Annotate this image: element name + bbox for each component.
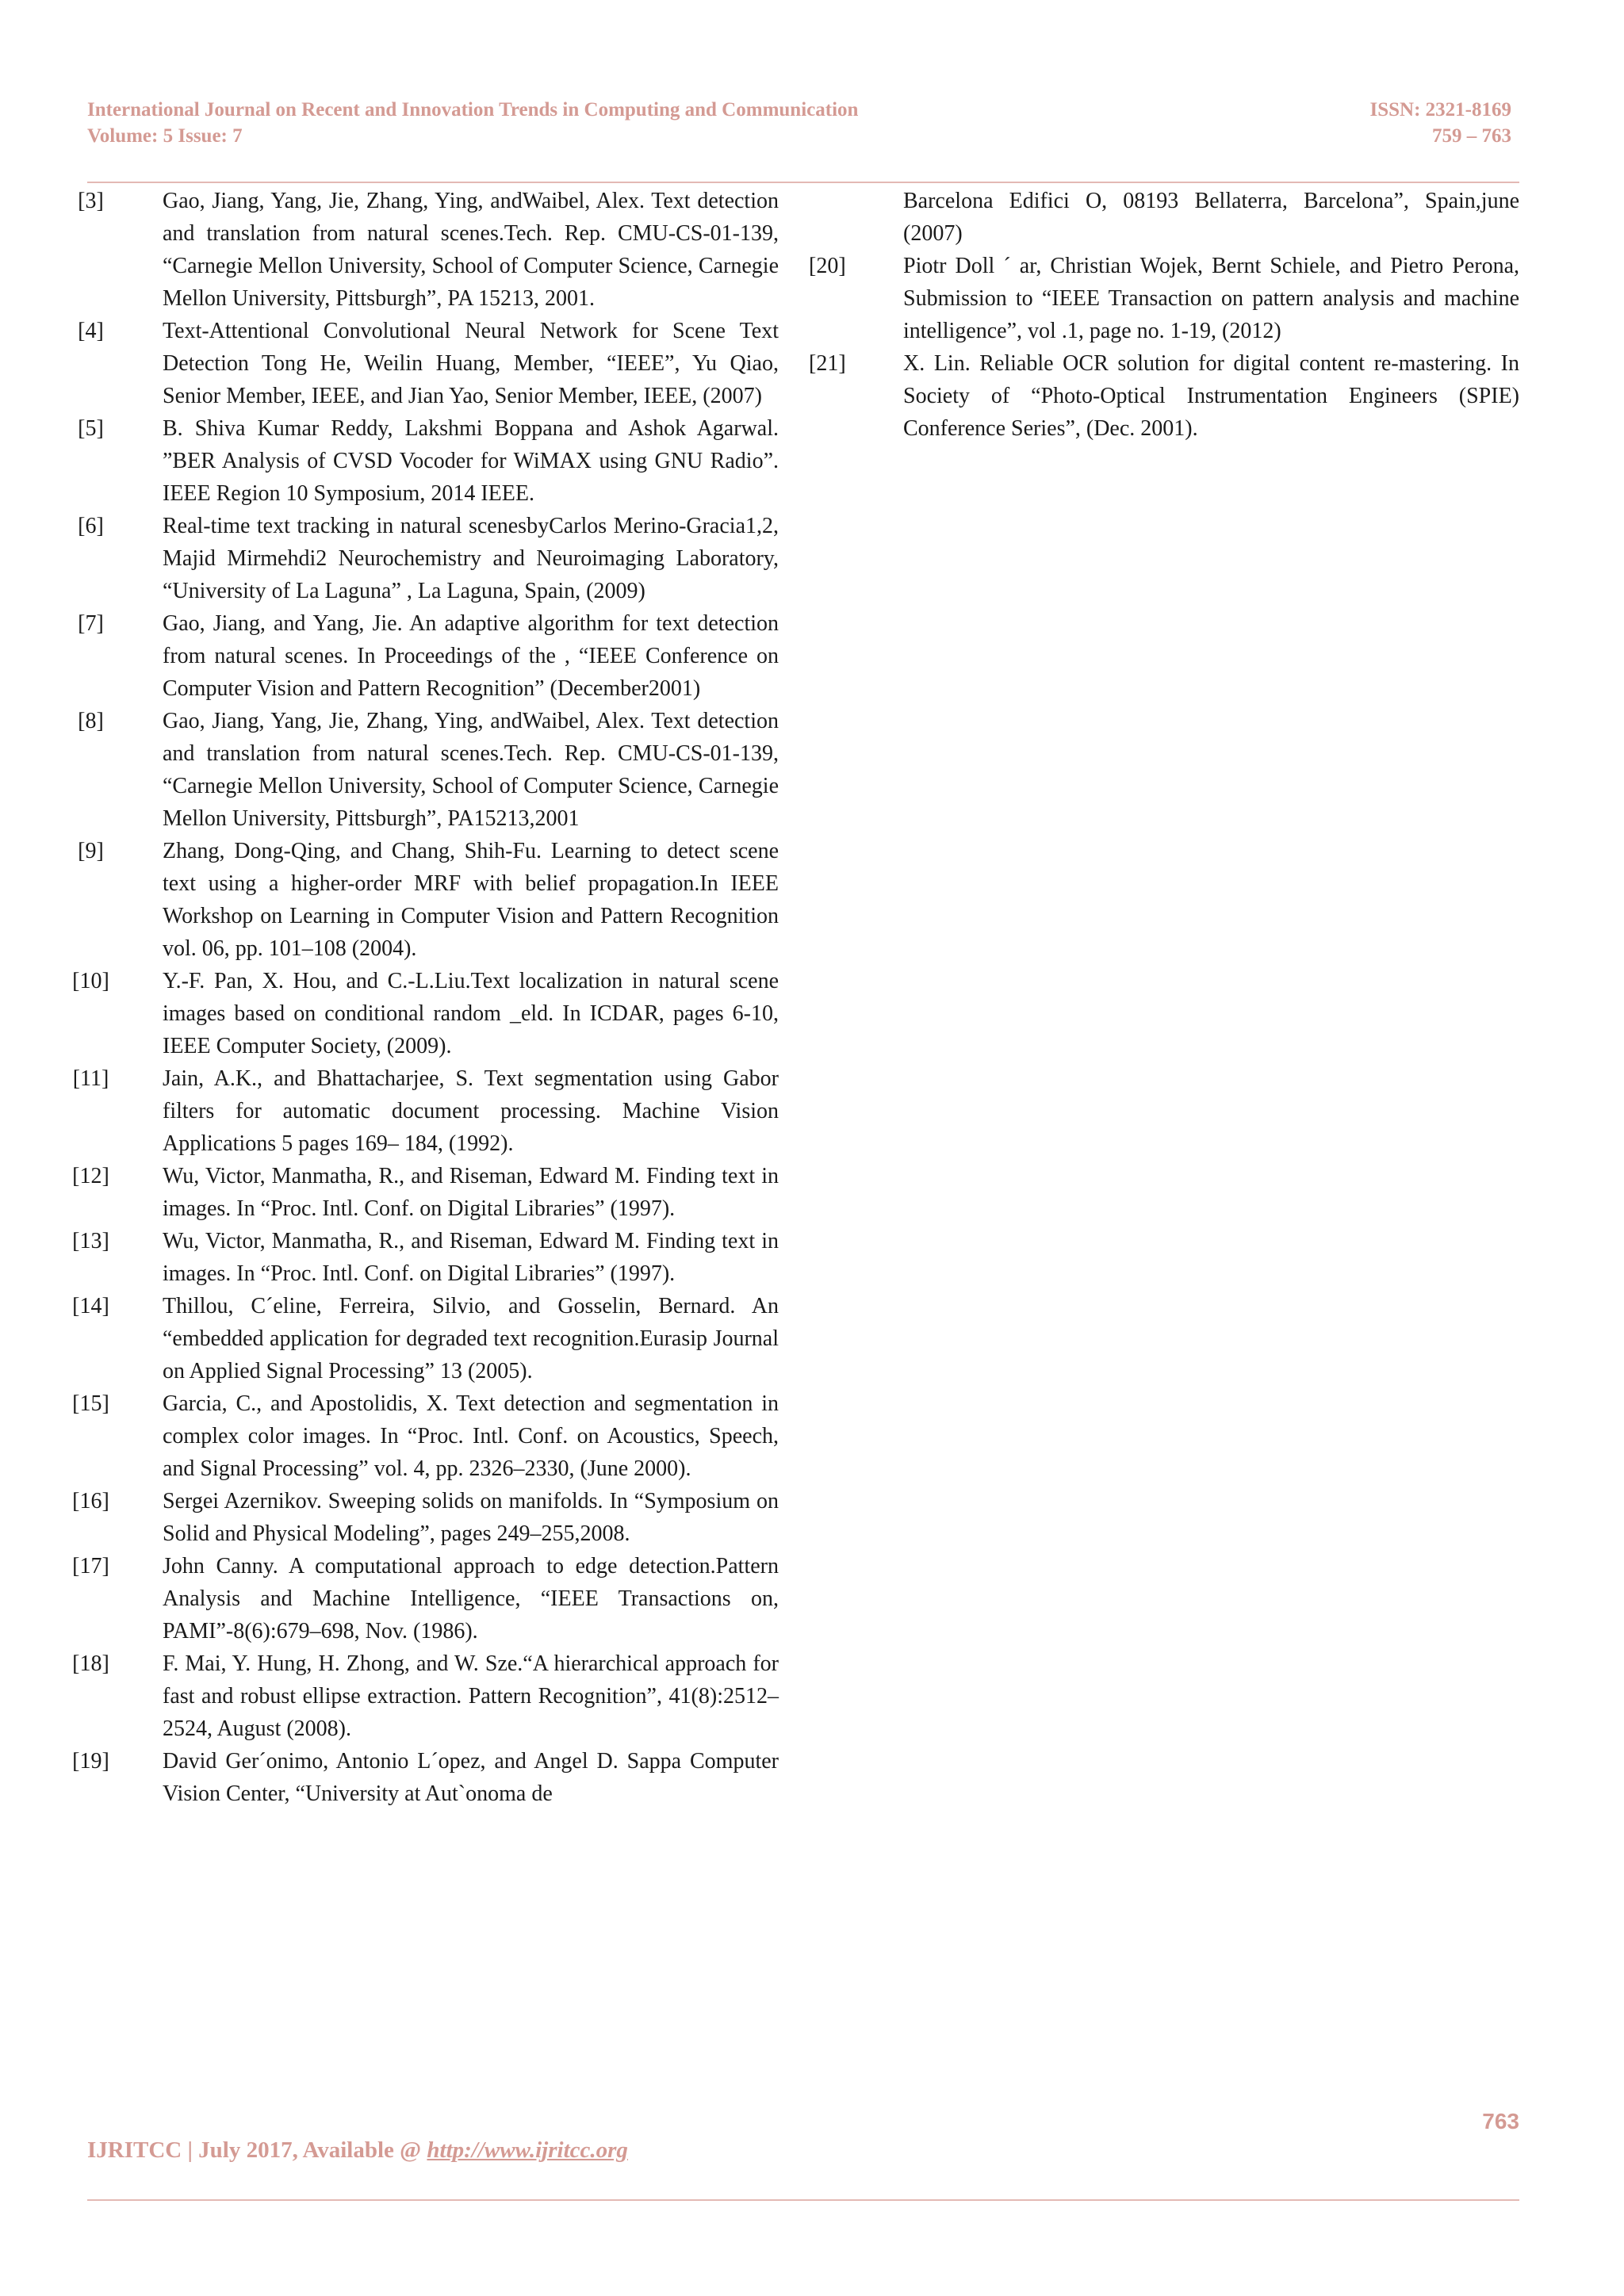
reference-item: [68, 1225, 779, 1290]
volume-issue: Volume: 5 Issue: 7: [87, 125, 243, 147]
reference-item: [68, 965, 779, 1062]
reference-text: Y.-F. Pan, X. Hou, and C.-L.Liu.Text localization in natural scene images based on conditional random _eld. In ICDAR, pages 6-10, IEEE Computer Society, (2009).: [163, 969, 779, 1058]
reference-number: [18]: [72, 1651, 109, 1676]
running-header-left: [87, 97, 858, 149]
reference-text: Garcia, C., and Apostolidis, X. Text detection and segmentation in complex color images. In “Proc. Intl. Conf. on Acoustics, Speech, and Signal Processing” vol. 4, pp. 2326–2330, (June 2000).: [163, 1391, 779, 1481]
footer-link[interactable]: http://www.ijritcc.org: [427, 2137, 628, 2163]
running-header-right: [1370, 97, 1512, 149]
reference-text: Jain, A.K., and Bhattacharjee, S. Text segmentation using Gabor filters for automatic document processing. Machine Vision Applications 5 pages 169– 184, (1992).: [163, 1066, 779, 1156]
reference-number: [11]: [72, 1066, 109, 1091]
reference-text: Piotr Doll ´ ar, Christian Wojek, Bernt Schiele, and Pietro Perona, Submission to “IEEE Transaction on pattern analysis and machine intelligence”, vol .1, page no. 1-19, (2012): [903, 254, 1519, 343]
reference-item: [68, 1387, 779, 1485]
reference-number: [20]: [809, 254, 846, 278]
reference-text: Gao, Jiang, and Yang, Jie. An adaptive algorithm for text detection from natural scenes. In Proceedings of the , “IEEE Conference on Computer Vision and Pattern Recognition” (December2001): [163, 611, 779, 701]
footer-text: IJRITCC | July 2017, Available @: [87, 2137, 427, 2163]
reference-item: [68, 705, 779, 835]
reference-text: Wu, Victor, Manmatha, R., and Riseman, Edward M. Finding text in images. In “Proc. Intl. Conf. on Digital Libraries” (1997).: [163, 1229, 779, 1286]
page-number: 763: [1482, 2109, 1519, 2133]
reference-number: [4]: [78, 319, 104, 343]
issn: ISSN: 2321-8169: [1369, 99, 1511, 121]
reference-number: [17]: [72, 1554, 109, 1578]
reference-item: [68, 1062, 779, 1160]
page-range: 759 – 763: [1432, 125, 1511, 147]
reference-number: [7]: [78, 611, 104, 636]
reference-text: Wu, Victor, Manmatha, R., and Riseman, Edward M. Finding text in images. In “Proc. Intl. Conf. on Digital Libraries” (1997).: [163, 1164, 779, 1221]
reference-number: [15]: [72, 1391, 109, 1416]
page-footer: [87, 2137, 628, 2164]
reference-item: [809, 250, 1519, 347]
reference-item: [68, 315, 779, 412]
reference-item: [68, 1647, 779, 1745]
reference-number: [10]: [72, 969, 109, 993]
reference-text: Gao, Jiang, Yang, Jie, Zhang, Ying, andWaibel, Alex. Text detection and translation from natural scenes.Tech. Rep. CMU-CS-01-139, “Carnegie Mellon University, School of Computer Science, Carnegie Mellon University, Pittsburgh”, PA15213,2001: [163, 709, 779, 831]
reference-number: [14]: [72, 1294, 109, 1318]
reference-text: Real-time text tracking in natural scenesbyCarlos Merino-Gracia1,2, Majid Mirmehdi2 Neurochemistry and Neuroimaging Laboratory, “University of La Laguna” , La Laguna, Spain, (2009): [163, 514, 779, 603]
reference-number: [3]: [78, 189, 104, 213]
reference-number: [12]: [72, 1164, 109, 1188]
reference-text: Text-Attentional Convolutional Neural Network for Scene Text Detection Tong He, Weilin Huang, Member, “IEEE”, Yu Qiao, Senior Member, IEEE, and Jian Yao, Senior Member, IEEE, (2007): [163, 319, 779, 408]
reference-text: Thillou, C´eline, Ferreira, Silvio, and Gosselin, Bernard. An “embedded application for degraded text recognition.Eurasip Journal on Applied Signal Processing” 13 (2005).: [163, 1294, 779, 1383]
reference-item: [68, 835, 779, 965]
reference-text: John Canny. A computational approach to edge detection.Pattern Analysis and Machine Intelligence, “IEEE Transactions on, PAMI”-8(6):679–698, Nov. (1986).: [163, 1554, 779, 1644]
reference-number: [6]: [78, 514, 104, 538]
header-divider: [87, 182, 1519, 183]
reference-item: [68, 1160, 779, 1225]
reference-text: David Ger´onimo, Antonio L´opez, and Angel D. Sappa Computer Vision Center, “University at Aut`onoma de: [163, 1749, 779, 1806]
reference-item: [68, 510, 779, 607]
reference-number: [8]: [78, 709, 104, 733]
reference-item: [68, 607, 779, 705]
reference-item: [68, 1485, 779, 1550]
journal-title: International Journal on Recent and Innovation Trends in Computing and Communication: [87, 99, 859, 121]
references-left-column: [68, 185, 779, 1810]
reference-text: F. Mai, Y. Hung, H. Zhong, and W. Sze.“A hierarchical approach for fast and robust ellipse extraction. Pattern Recognition”, 41(8):2512–2524, August (2008).: [163, 1651, 779, 1741]
reference-number: [16]: [72, 1489, 109, 1513]
reference-number: [9]: [78, 839, 104, 863]
reference-continuation: Barcelona Edifici O, 08193 Bellaterra, Barcelona”, Spain,june (2007): [903, 189, 1519, 246]
footer-divider: [87, 2199, 1519, 2201]
reference-item: [809, 347, 1519, 445]
reference-number: [13]: [72, 1229, 109, 1253]
reference-item: [68, 1745, 779, 1810]
reference-number: [19]: [72, 1749, 109, 1774]
reference-number: [21]: [809, 351, 846, 376]
reference-text: X. Lin. Reliable OCR solution for digital content re-mastering. In Society of “Photo-Optical Instrumentation Engineers (SPIE) Conference Series”, (Dec. 2001).: [903, 351, 1519, 441]
reference-item: [68, 1290, 779, 1387]
reference-item: [68, 185, 779, 315]
reference-item: [68, 1550, 779, 1647]
reference-text: B. Shiva Kumar Reddy, Lakshmi Boppana and Ashok Agarwal. ”BER Analysis of CVSD Vocoder for WiMAX using GNU Radio”. IEEE Region 10 Symposium, 2014 IEEE.: [163, 416, 779, 506]
reference-list-right: [809, 250, 1519, 445]
reference-text: Zhang, Dong-Qing, and Chang, Shih-Fu. Learning to detect scene text using a higher-order MRF with belief propagation.In IEEE Workshop on Learning in Computer Vision and Pattern Recognition vol. 06, pp. 101–108 (2004).: [163, 839, 779, 961]
reference-text: Gao, Jiang, Yang, Jie, Zhang, Ying, andWaibel, Alex. Text detection and translation from natural scenes.Tech. Rep. CMU-CS-01-139, “Carnegie Mellon University, School of Computer Science, Carnegie Mellon University, Pittsburgh”, PA 15213, 2001.: [163, 189, 779, 311]
references-right-column: [809, 185, 1519, 445]
reference-number: [5]: [78, 416, 104, 441]
reference-item: [68, 412, 779, 510]
reference-text: Sergei Azernikov. Sweeping solids on manifolds. In “Symposium on Solid and Physical Modeling”, pages 249–255,2008.: [163, 1489, 779, 1546]
